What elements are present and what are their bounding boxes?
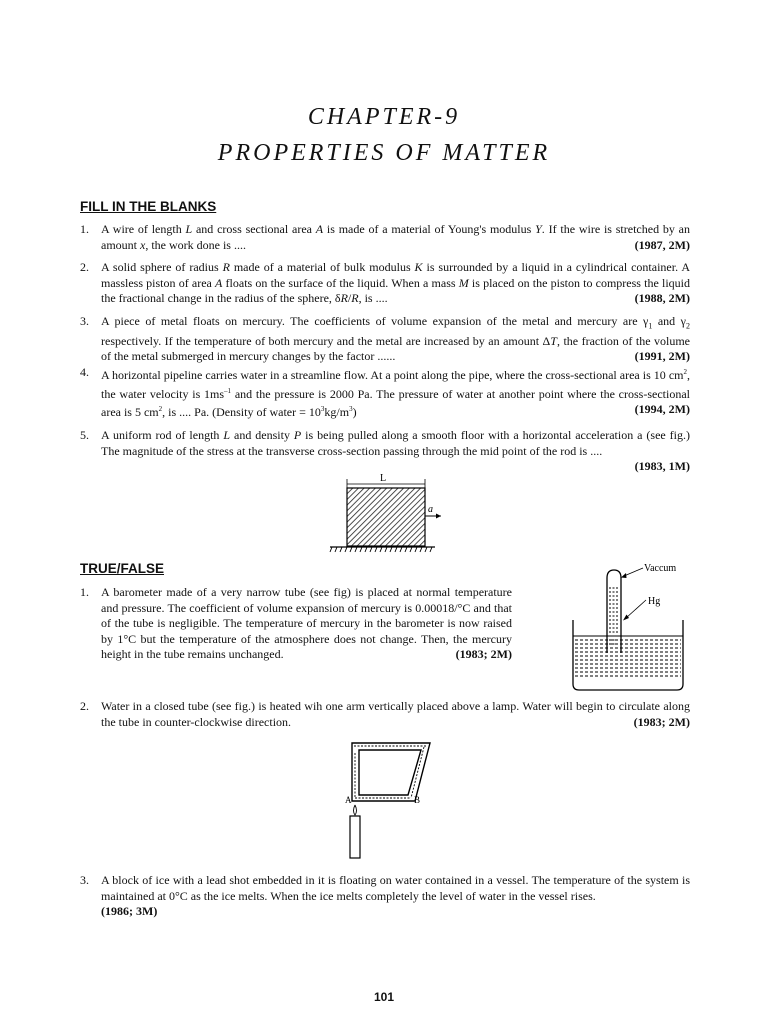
chapter-subject: PROPERTIES OF MATTER bbox=[217, 140, 551, 166]
question-year: (1994, 2M) bbox=[634, 402, 690, 416]
mercury-label: Hg bbox=[648, 596, 661, 607]
fib-question-5: 5. A uniform rod of length L and density P is being pulled along a smooth floor with a horizontal acceleration a (see fig.) The magnitude of the stress at the transverse cross-section passing through the mid point of the rod is .... (1983, 1M) bbox=[80, 428, 690, 473]
fib-question-1: 1. A wire of length L and cross sectional area A is made of a material of Young's modulus Y. If the wire is stretched by an amount x, the work done is .... (1987, 2M) bbox=[80, 222, 690, 252]
point-a-label: A bbox=[345, 795, 352, 805]
question-number: 2. bbox=[80, 699, 89, 713]
fib-question-2: 2. A solid sphere of radius R made of a material of bulk modulus K is surrounded by a liquid in a cylindrical container. A massless piston of area A floats on the surface of the liquid. When a mass M is placed on the piston to compress the liquid the fractional change in the radius of the sphere, δR/R, is .... (1988, 2M) bbox=[80, 260, 691, 305]
question-number: 2. bbox=[80, 260, 89, 274]
barometer-figure bbox=[568, 560, 688, 695]
question-number: 4. bbox=[80, 365, 89, 379]
tf-question-1: 1. A barometer made of a very narrow tube (see fig) is placed at normal temperature and pressure. The coefficient of volume expansion of mercury is 0.00018/°C and that of the tube is negligible. The temperature of mercury in the barometer is now raised by 1°C but the temperature of the atmosphere does not change. Then, the mercury height in the tube remains unchanged. (1983; 2M) bbox=[80, 585, 512, 661]
question-year: (1983; 2M) bbox=[455, 647, 512, 661]
question-number: 5. bbox=[80, 428, 89, 442]
closed-tube-figure bbox=[340, 735, 440, 860]
fill-blanks-heading: FILL IN THE BLANKS bbox=[80, 199, 217, 214]
chapter-title: CHAPTER-9 bbox=[307, 104, 461, 130]
question-year: (1987, 2M) bbox=[634, 237, 690, 252]
fib-question-4: 4. A horizontal pipeline carries water in a streamline flow. At a point along the pipe, where the cross-sectional area is 10 $cm^2$, the water velocity is $1ms^{-1}$ and the pressure is 2000 Pa. The pressure of water at another point where the cross-sectional area is 5 $cm^2$, is .... Pa. (Density of water = $10^3kg/m^3$) (1994, 2M) bbox=[80, 365, 690, 419]
tf-question-3: 3. A block of ice with a lead shot embedded in it is floating on water contained in a vessel. The temperature of the system is maintained at 0°C as the ice melts. When the ice melts completely the level of water in the vessel rises. (1986; 3M) bbox=[80, 873, 690, 918]
rod-figure bbox=[325, 470, 440, 555]
question-number: 3. bbox=[80, 314, 89, 328]
question-number: 1. bbox=[80, 222, 89, 236]
acceleration-label: a bbox=[428, 504, 433, 515]
true-false-heading: TRUE/FALSE bbox=[80, 561, 165, 576]
question-year: (1988, 2M) bbox=[634, 291, 690, 305]
rod-length-label: L bbox=[380, 473, 387, 484]
fib-question-3: 3. A piece of metal floats on mercury. The coefficients of volume expansion of the metal and mercury are $\gamma_1$ and $\gamma_2$ respectively. If the temperature of both mercury and the metal are increased by an amount ΔT, the fraction of the volume of the metal submerged in mercury changes by the factor ...... (1991, 2M) bbox=[80, 314, 690, 364]
question-year: (1986; 3M) bbox=[101, 904, 158, 918]
question-year: (1983; 2M) bbox=[633, 714, 690, 729]
question-number: 1. bbox=[80, 585, 89, 599]
question-year: (1991, 2M) bbox=[634, 349, 690, 364]
page-number: 101 bbox=[373, 990, 395, 1004]
tf-question-2: 2. Water in a closed tube (see fig.) is heated wih one arm vertically placed above a lamp. Water will begin to circulate along the tube in counter-clockwise direction. (1983; 2M) bbox=[80, 699, 690, 729]
point-b-label: B bbox=[414, 795, 421, 805]
question-year: (1983, 1M) bbox=[634, 459, 690, 473]
question-number: 3. bbox=[80, 873, 89, 887]
vacuum-label: Vaccum bbox=[644, 563, 677, 574]
